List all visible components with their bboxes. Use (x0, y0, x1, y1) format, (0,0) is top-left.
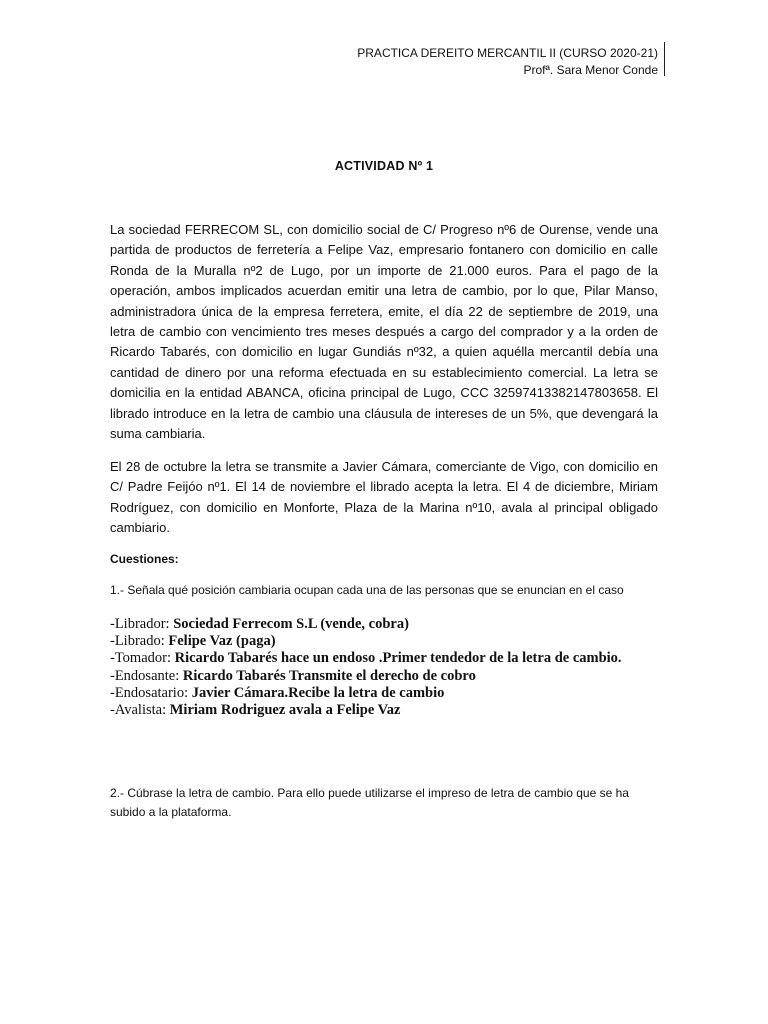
header-divider (664, 42, 665, 76)
answer-role: -Librado: (110, 633, 165, 650)
question-1: 1.- Señala qué posición cambiaria ocupan cada una de las personas que se enuncian en el caso (110, 583, 624, 597)
answer-avalista (110, 702, 670, 719)
answer-list (110, 616, 670, 719)
answer-detail: Sociedad Ferrecom S.L (vende, cobra) (169, 616, 409, 632)
activity-title: ACTIVIDAD Nº 1 (334, 159, 434, 173)
case-paragraph-1: La sociedad FERRECOM SL, con domicilio social de C/ Progreso nº6 de Ourense, vende una partida de productos de ferretería a Felipe Vaz, empresario fontanero con domicilio en calle Ronda de la Muralla nº2 de Lugo, por un importe de 21.000 euros. Para el pago de la operación, ambos implicados acuerdan emitir una letra de cambio, por lo que, Pilar Manso, administradora única de la empresa ferretera, emite, el día 22 de septiembre de 2019, una letra de cambio con vencimiento tres meses después a cargo del comprador y a la orden de Ricardo Tabarés, con domicilio en lugar Gundiás nº32, a quien aquélla mercantil debía una cantidad de dinero por una reforma efectuada en su establecimiento comercial. La letra se domicilia en la entidad ABANCA, oficina principal de Lugo, CCC 32597413382147803658. El librado introduce en la letra de cambio una cláusula de intereses de un 5%, que devengará la suma cambiaria. (110, 222, 658, 442)
document-header (357, 45, 658, 79)
answer-role: -Librador: (110, 616, 170, 632)
case-paragraph-2: El 28 de octubre la letra se transmite a Javier Cámara, comerciante de Vigo, con domicilio en C/ Padre Feijóo nº1. El 14 de noviembre el librado acepta la letra. El 4 de diciembre, Miriam Rodríguez, con domicilio en Monforte, Plaza de la Marina nº10, avala al principal obligado cambiario. (110, 459, 658, 536)
answer-librado (110, 633, 670, 650)
answer-role: -Avalista: (110, 702, 167, 719)
answer-librador (110, 616, 670, 633)
answer-endosante (110, 668, 670, 685)
answer-role: -Endosante: (110, 667, 180, 684)
answer-detail: Felipe Vaz (paga) (164, 633, 276, 650)
answer-tomador (110, 650, 670, 667)
answer-role: -Endosatario: (110, 684, 189, 701)
answer-detail: Miriam Rodriguez avala a Felipe Vaz (166, 702, 401, 719)
professor-name: Profª. Sara Menor Conde (523, 63, 658, 77)
answer-endosatario (110, 685, 670, 702)
answer-detail: Ricardo Tabarés hace un endoso .Primer tendedor de la letra de cambio. (171, 650, 622, 667)
answer-role: -Tomador: (110, 650, 171, 667)
answer-detail: Ricardo Tabarés Transmite el derecho de cobro (179, 667, 476, 684)
questions-heading: Cuestiones: (110, 552, 179, 566)
question-2: 2.- Cúbrase la letra de cambio. Para ello puede utilizarse el impreso de letra de cambio que se ha subido a la plataforma. (110, 786, 629, 819)
course-title: PRACTICA DEREITO MERCANTIL II (CURSO 2020-21) (357, 46, 658, 60)
answer-detail: Javier Cámara.Recibe la letra de cambio (188, 684, 445, 701)
